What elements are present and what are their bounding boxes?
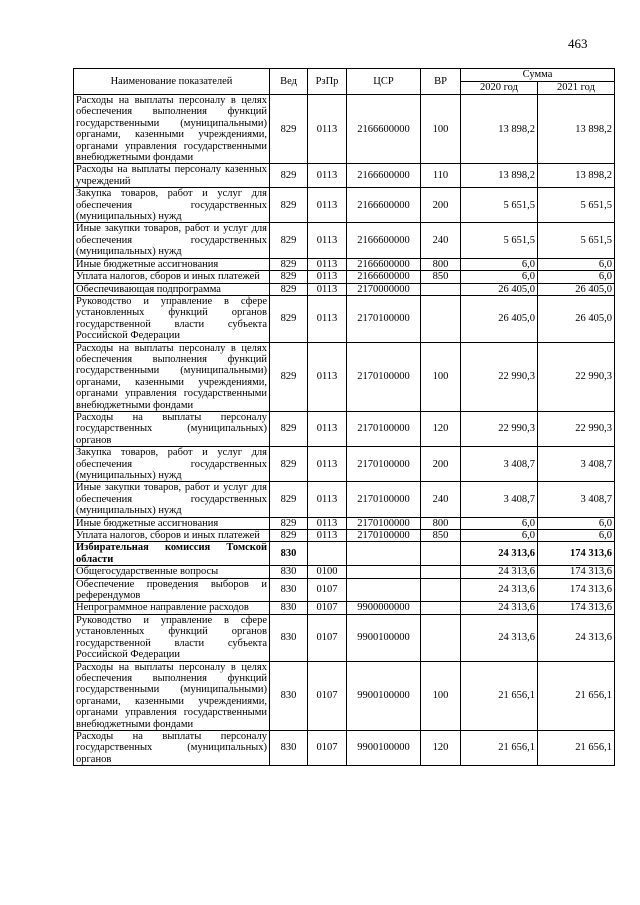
cell-name: Расходы на выплаты персоналу казенных учреждений xyxy=(74,164,270,188)
header-2020: 2020 год xyxy=(461,82,538,95)
cell-vr: 800 xyxy=(421,517,461,529)
cell-ved: 829 xyxy=(270,188,308,223)
cell-y2021: 26 405,0 xyxy=(538,283,615,295)
cell-csr: 2170000000 xyxy=(347,283,421,295)
cell-vr xyxy=(421,295,461,342)
cell-name: Руководство и управление в сфере установленных функций органов государственной власти субъекта Российской Федерации xyxy=(74,295,270,342)
cell-rzpr: 0107 xyxy=(308,602,347,614)
table-row xyxy=(74,283,615,295)
cell-ved: 829 xyxy=(270,295,308,342)
cell-name: Иные бюджетные ассигнования xyxy=(74,258,270,270)
cell-y2020: 13 898,2 xyxy=(461,95,538,164)
cell-name: Расходы на выплаты персоналу в целях обеспечения выполнения функций государственными (муниципальными) органами, казенными учреждениями, органами управления государственными внебюджетными фондами xyxy=(74,342,270,411)
table-body xyxy=(74,95,615,766)
cell-rzpr: 0107 xyxy=(308,661,347,730)
cell-csr xyxy=(347,542,421,566)
table-row xyxy=(74,530,615,542)
cell-csr: 2170100000 xyxy=(347,447,421,482)
cell-name: Обеспечивающая подпрограмма xyxy=(74,283,270,295)
cell-y2021: 174 313,6 xyxy=(538,566,615,578)
table-row xyxy=(74,258,615,270)
cell-name: Избирательная комиссия Томской области xyxy=(74,542,270,566)
table-row xyxy=(74,295,615,342)
cell-y2020: 24 313,6 xyxy=(461,578,538,602)
cell-y2021: 24 313,6 xyxy=(538,614,615,661)
cell-y2021: 174 313,6 xyxy=(538,542,615,566)
cell-y2020: 26 405,0 xyxy=(461,283,538,295)
cell-ved: 829 xyxy=(270,447,308,482)
cell-rzpr: 0100 xyxy=(308,566,347,578)
header-vr: ВР xyxy=(421,69,461,95)
cell-y2020: 21 656,1 xyxy=(461,661,538,730)
header-csr: ЦСР xyxy=(347,69,421,95)
cell-y2020: 6,0 xyxy=(461,258,538,270)
cell-ved: 829 xyxy=(270,164,308,188)
cell-ved: 830 xyxy=(270,614,308,661)
cell-vr: 800 xyxy=(421,258,461,270)
cell-ved: 829 xyxy=(270,223,308,258)
cell-vr: 200 xyxy=(421,188,461,223)
cell-csr: 2166600000 xyxy=(347,95,421,164)
table-row xyxy=(74,614,615,661)
cell-y2020: 6,0 xyxy=(461,530,538,542)
table-row xyxy=(74,542,615,566)
cell-y2020: 3 408,7 xyxy=(461,447,538,482)
cell-y2021: 13 898,2 xyxy=(538,95,615,164)
cell-rzpr: 0113 xyxy=(308,271,347,283)
cell-csr: 9900000000 xyxy=(347,602,421,614)
header-sum: Сумма xyxy=(461,69,615,82)
header-name: Наименование показателей xyxy=(74,69,270,95)
cell-rzpr: 0113 xyxy=(308,411,347,446)
cell-name: Уплата налогов, сборов и иных платежей xyxy=(74,271,270,283)
cell-name: Уплата налогов, сборов и иных платежей xyxy=(74,530,270,542)
cell-vr: 200 xyxy=(421,447,461,482)
cell-csr: 2170100000 xyxy=(347,295,421,342)
cell-csr: 2170100000 xyxy=(347,482,421,517)
table-row xyxy=(74,447,615,482)
table-row xyxy=(74,517,615,529)
table-row xyxy=(74,578,615,602)
cell-y2021: 3 408,7 xyxy=(538,482,615,517)
cell-y2021: 26 405,0 xyxy=(538,295,615,342)
cell-name: Закупка товаров, работ и услуг для обеспечения государственных (муниципальных) нужд xyxy=(74,188,270,223)
cell-name: Иные бюджетные ассигнования xyxy=(74,517,270,529)
cell-csr: 2170100000 xyxy=(347,530,421,542)
cell-vr: 100 xyxy=(421,342,461,411)
cell-rzpr: 0113 xyxy=(308,342,347,411)
cell-ved: 830 xyxy=(270,661,308,730)
cell-rzpr: 0107 xyxy=(308,578,347,602)
table-row xyxy=(74,95,615,164)
cell-csr: 2166600000 xyxy=(347,164,421,188)
cell-rzpr: 0113 xyxy=(308,283,347,295)
cell-ved: 830 xyxy=(270,730,308,765)
cell-ved: 829 xyxy=(270,271,308,283)
cell-csr xyxy=(347,566,421,578)
cell-ved: 830 xyxy=(270,578,308,602)
cell-rzpr: 0113 xyxy=(308,447,347,482)
cell-name: Расходы на выплаты персоналу государственных (муниципальных) органов xyxy=(74,730,270,765)
cell-name: Обеспечение проведения выборов и референдумов xyxy=(74,578,270,602)
header-2021: 2021 год xyxy=(538,82,615,95)
cell-y2020: 24 313,6 xyxy=(461,602,538,614)
cell-csr: 2170100000 xyxy=(347,517,421,529)
cell-name: Общегосударственные вопросы xyxy=(74,566,270,578)
table-row xyxy=(74,730,615,765)
cell-csr: 9900100000 xyxy=(347,730,421,765)
cell-ved: 829 xyxy=(270,283,308,295)
cell-y2021: 5 651,5 xyxy=(538,188,615,223)
cell-rzpr: 0113 xyxy=(308,164,347,188)
cell-y2020: 6,0 xyxy=(461,517,538,529)
cell-rzpr xyxy=(308,542,347,566)
cell-y2021: 6,0 xyxy=(538,530,615,542)
cell-vr xyxy=(421,283,461,295)
cell-csr: 2170100000 xyxy=(347,342,421,411)
cell-csr: 9900100000 xyxy=(347,661,421,730)
cell-vr: 100 xyxy=(421,95,461,164)
table-row xyxy=(74,223,615,258)
cell-name: Руководство и управление в сфере установленных функций органов государственной власти субъекта Российской Федерации xyxy=(74,614,270,661)
cell-vr xyxy=(421,566,461,578)
cell-csr xyxy=(347,578,421,602)
cell-name: Иные закупки товаров, работ и услуг для обеспечения государственных (муниципальных) нужд xyxy=(74,223,270,258)
cell-y2020: 24 313,6 xyxy=(461,614,538,661)
cell-vr: 240 xyxy=(421,482,461,517)
cell-name: Непрограммное направление расходов xyxy=(74,602,270,614)
cell-csr: 2166600000 xyxy=(347,258,421,270)
page-number: 463 xyxy=(568,36,588,51)
table-row xyxy=(74,661,615,730)
cell-y2020: 5 651,5 xyxy=(461,188,538,223)
cell-vr: 100 xyxy=(421,661,461,730)
cell-ved: 829 xyxy=(270,530,308,542)
header-ved: Вед xyxy=(270,69,308,95)
cell-y2020: 22 990,3 xyxy=(461,411,538,446)
cell-ved: 829 xyxy=(270,411,308,446)
table-row xyxy=(74,271,615,283)
cell-ved: 830 xyxy=(270,566,308,578)
cell-rzpr: 0107 xyxy=(308,614,347,661)
cell-y2020: 5 651,5 xyxy=(461,223,538,258)
cell-name: Расходы на выплаты персоналу в целях обеспечения выполнения функций государственными (муниципальными) органами, казенными учреждениями, органами управления государственными внебюджетными фондами xyxy=(74,95,270,164)
cell-y2020: 24 313,6 xyxy=(461,542,538,566)
table-row xyxy=(74,566,615,578)
cell-y2021: 21 656,1 xyxy=(538,730,615,765)
cell-csr: 2170100000 xyxy=(347,411,421,446)
cell-ved: 829 xyxy=(270,482,308,517)
cell-ved: 830 xyxy=(270,602,308,614)
cell-vr: 120 xyxy=(421,411,461,446)
cell-y2020: 6,0 xyxy=(461,271,538,283)
cell-csr: 9900100000 xyxy=(347,614,421,661)
cell-vr: 240 xyxy=(421,223,461,258)
cell-y2021: 174 313,6 xyxy=(538,602,615,614)
cell-rzpr: 0113 xyxy=(308,482,347,517)
cell-rzpr: 0113 xyxy=(308,517,347,529)
cell-rzpr: 0113 xyxy=(308,188,347,223)
table-row xyxy=(74,342,615,411)
cell-y2020: 26 405,0 xyxy=(461,295,538,342)
cell-rzpr: 0113 xyxy=(308,295,347,342)
table-row xyxy=(74,482,615,517)
cell-vr xyxy=(421,578,461,602)
cell-rzpr: 0113 xyxy=(308,530,347,542)
table-row xyxy=(74,411,615,446)
header-rzpr: РзПр xyxy=(308,69,347,95)
cell-y2021: 5 651,5 xyxy=(538,223,615,258)
cell-y2021: 6,0 xyxy=(538,258,615,270)
cell-ved: 830 xyxy=(270,542,308,566)
cell-y2021: 3 408,7 xyxy=(538,447,615,482)
cell-y2021: 22 990,3 xyxy=(538,342,615,411)
cell-vr: 850 xyxy=(421,271,461,283)
cell-y2021: 22 990,3 xyxy=(538,411,615,446)
cell-y2021: 13 898,2 xyxy=(538,164,615,188)
cell-ved: 829 xyxy=(270,95,308,164)
cell-y2021: 6,0 xyxy=(538,271,615,283)
cell-vr: 850 xyxy=(421,530,461,542)
cell-csr: 2166600000 xyxy=(347,188,421,223)
cell-ved: 829 xyxy=(270,517,308,529)
cell-rzpr: 0107 xyxy=(308,730,347,765)
table-row xyxy=(74,188,615,223)
cell-rzpr: 0113 xyxy=(308,258,347,270)
cell-y2021: 6,0 xyxy=(538,517,615,529)
cell-y2020: 13 898,2 xyxy=(461,164,538,188)
cell-ved: 829 xyxy=(270,342,308,411)
cell-csr: 2166600000 xyxy=(347,223,421,258)
cell-ved: 829 xyxy=(270,258,308,270)
table-row xyxy=(74,164,615,188)
cell-y2020: 21 656,1 xyxy=(461,730,538,765)
cell-vr xyxy=(421,614,461,661)
cell-y2021: 174 313,6 xyxy=(538,578,615,602)
cell-y2021: 21 656,1 xyxy=(538,661,615,730)
cell-y2020: 3 408,7 xyxy=(461,482,538,517)
cell-vr xyxy=(421,542,461,566)
cell-name: Расходы на выплаты персоналу государственных (муниципальных) органов xyxy=(74,411,270,446)
cell-y2020: 22 990,3 xyxy=(461,342,538,411)
cell-name: Иные закупки товаров, работ и услуг для обеспечения государственных (муниципальных) нужд xyxy=(74,482,270,517)
table-row xyxy=(74,602,615,614)
cell-rzpr: 0113 xyxy=(308,95,347,164)
cell-vr xyxy=(421,602,461,614)
cell-rzpr: 0113 xyxy=(308,223,347,258)
cell-name: Закупка товаров, работ и услуг для обеспечения государственных (муниципальных) нужд xyxy=(74,447,270,482)
cell-y2020: 24 313,6 xyxy=(461,566,538,578)
budget-table xyxy=(73,68,615,766)
cell-name: Расходы на выплаты персоналу в целях обеспечения выполнения функций государственными (муниципальными) органами, казенными учреждениями, органами управления государственными внебюджетными фондами xyxy=(74,661,270,730)
cell-csr: 2166600000 xyxy=(347,271,421,283)
cell-vr: 110 xyxy=(421,164,461,188)
cell-vr: 120 xyxy=(421,730,461,765)
